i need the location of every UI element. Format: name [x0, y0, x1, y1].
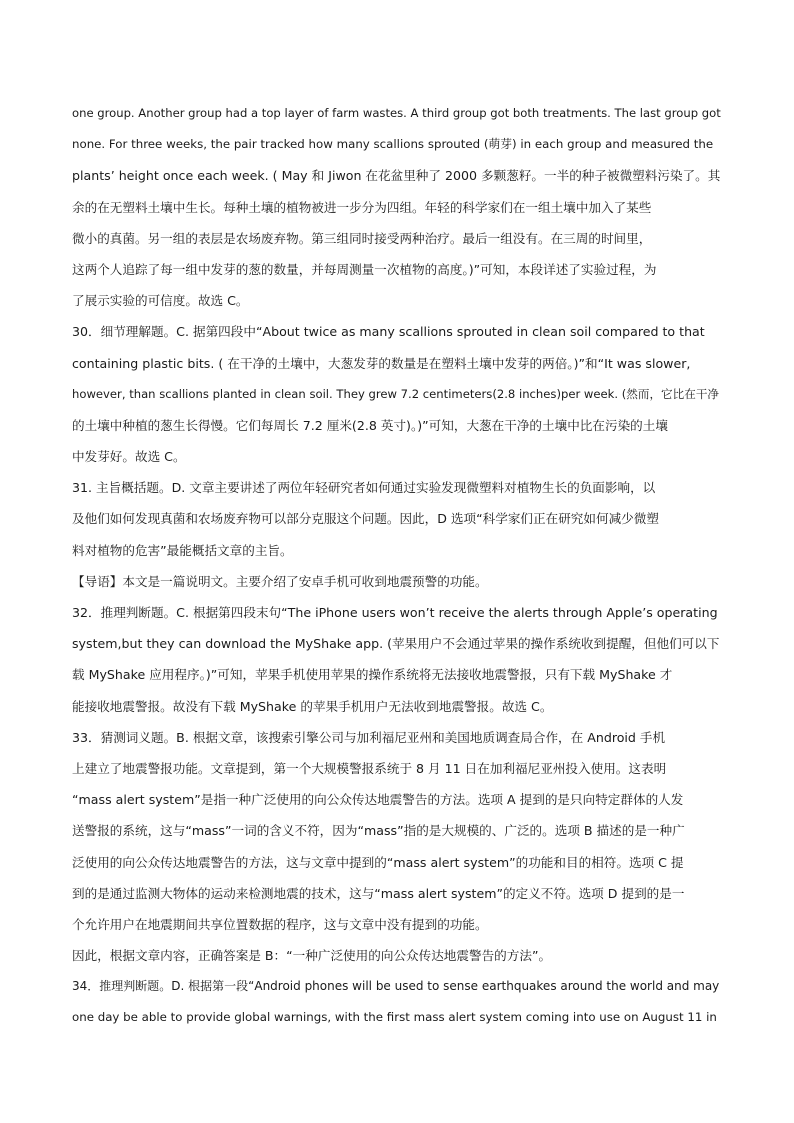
text-line: however, than scallions planted in clean soil. They grew 7.2 centimeters(2.8 inches)per week. (然而，它比在干净 — [72, 386, 720, 401]
question-31-heading: 31. 主旨概括题。D. 文章主要讲述了两位年轻研究者如何通过实验发现微塑料对植物生长的负面影响，以 — [72, 480, 656, 496]
text-line: 及他们如何发现真菌和农场废弃物可以部分克服这个问题。因此，D 选项“科学家们正在研究如何减少微塑 — [72, 511, 659, 527]
text-line: 中发芽好。故选 C。 — [72, 449, 186, 465]
passage-intro: 【导语】本文是一篇说明文。主要介绍了安卓手机可收到地震预警的功能。 — [72, 573, 488, 589]
text-line: 了展示实验的可信度。故选 C。 — [72, 293, 249, 309]
text-line: 到的是通过监测大物体的运动来检测地震的技术，这与“mass alert system”的定义不符。选项 D 提到的是一 — [72, 885, 685, 901]
answer-explanations — [72, 98, 722, 1034]
text-line: 载 MyShake 应用程序。)”可知，苹果手机使用苹果的操作系统将无法接收地震警报，只有下载 MyShake 才 — [72, 667, 673, 683]
question-32-heading: 32．推理判断题。C. 根据第四段末句“The iPhone users won’t receive the alerts through Apple’s operating — [72, 605, 718, 620]
text-line: 因此，根据文章内容，正确答案是 B：“一种广泛使用的向公众传达地震警告的方法”。 — [72, 948, 552, 964]
text-line: containing plastic bits. ( 在干净的土壤中，大葱发芽的数量是在塑料土壤中发芽的两倍。)”和“It was slower, — [72, 355, 691, 371]
text-line: 余的在无塑料土壤中生长。每种土壤的植物被进一步分为四组。年轻的科学家们在一组土壤中加入了某些 — [72, 199, 652, 215]
text-line: “mass alert system”是指一种广泛使用的向公众传达地震警告的方法。选项 A 提到的是只向特定群体的人发 — [72, 792, 684, 808]
text-line: 微小的真菌。另一组的表层是农场废弃物。第三组同时接受两种治疗。最后一组没有。在三周的时间里， — [72, 230, 652, 246]
text-line: 料对植物的危害”最能概括文章的主旨。 — [72, 542, 293, 558]
question-30-heading: 30．细节理解题。C. 据第四段中“About twice as many scallions sprouted in clean soil compared to that — [72, 324, 705, 340]
text-line: one day be able to provide global warnings, with the first mass alert system coming into use on August 11 in — [72, 1010, 717, 1025]
text-line: 上建立了地震警报功能。文章提到，第一个大规模警报系统于 8 月 11 日在加利福尼亚州投入使用。这表明 — [72, 760, 667, 776]
question-34-heading: 34．推理判断题。D. 根据第一段“Android phones will be used to sense earthquakes around the world and may — [72, 979, 720, 994]
text-line: system,but they can download the MyShake app. (苹果用户不会通过苹果的操作系统收到提醒，但他们可以下 — [72, 636, 720, 652]
text-line: 的土壤中种植的葱生长得慢。它们每周长 7.2 厘米(2.8 英寸)。)”可知，大葱在干净的土壤中比在污染的土壤 — [72, 417, 668, 433]
text-line: 个允许用户在地震期间共享位置数据的程序，这与文章中没有提到的功能。 — [72, 916, 488, 932]
question-33-heading: 33．猜测词义题。B. 根据文章，该搜索引擎公司与加利福尼亚州和美国地质调查局合作，在 Android 手机 — [72, 729, 666, 745]
text-line: plants’ height once each week. ( May 和 Jiwon 在花盆里种了 2000 多颗葱籽。一半的种子被微塑料污染了。其 — [72, 168, 721, 184]
text-line: 送警报的系统，这与“mass”一词的含义不符，因为“mass”指的是大规模的、广泛的。选项 B 描述的是一种广 — [72, 823, 685, 839]
text-line: one group. Another group had a top layer of farm wastes. A third group got both treatments. The last group got — [72, 106, 721, 120]
text-line: 这两个人追踪了每一组中发芽的葱的数量，并每周测量一次植物的高度。)”可知，本段详述了实验过程，为 — [72, 261, 657, 277]
text-line: none. For three weeks, the pair tracked how many scallions sprouted (萌芽) in each group and measured the — [72, 137, 714, 152]
text-line: 能接收地震警报。故没有下载 MyShake 的苹果手机用户无法收到地震警报。故选 C。 — [72, 698, 553, 714]
text-line: 泛使用的向公众传达地震警告的方法，这与文章中提到的“mass alert system”的功能和目的相符。选项 C 提 — [72, 854, 684, 870]
